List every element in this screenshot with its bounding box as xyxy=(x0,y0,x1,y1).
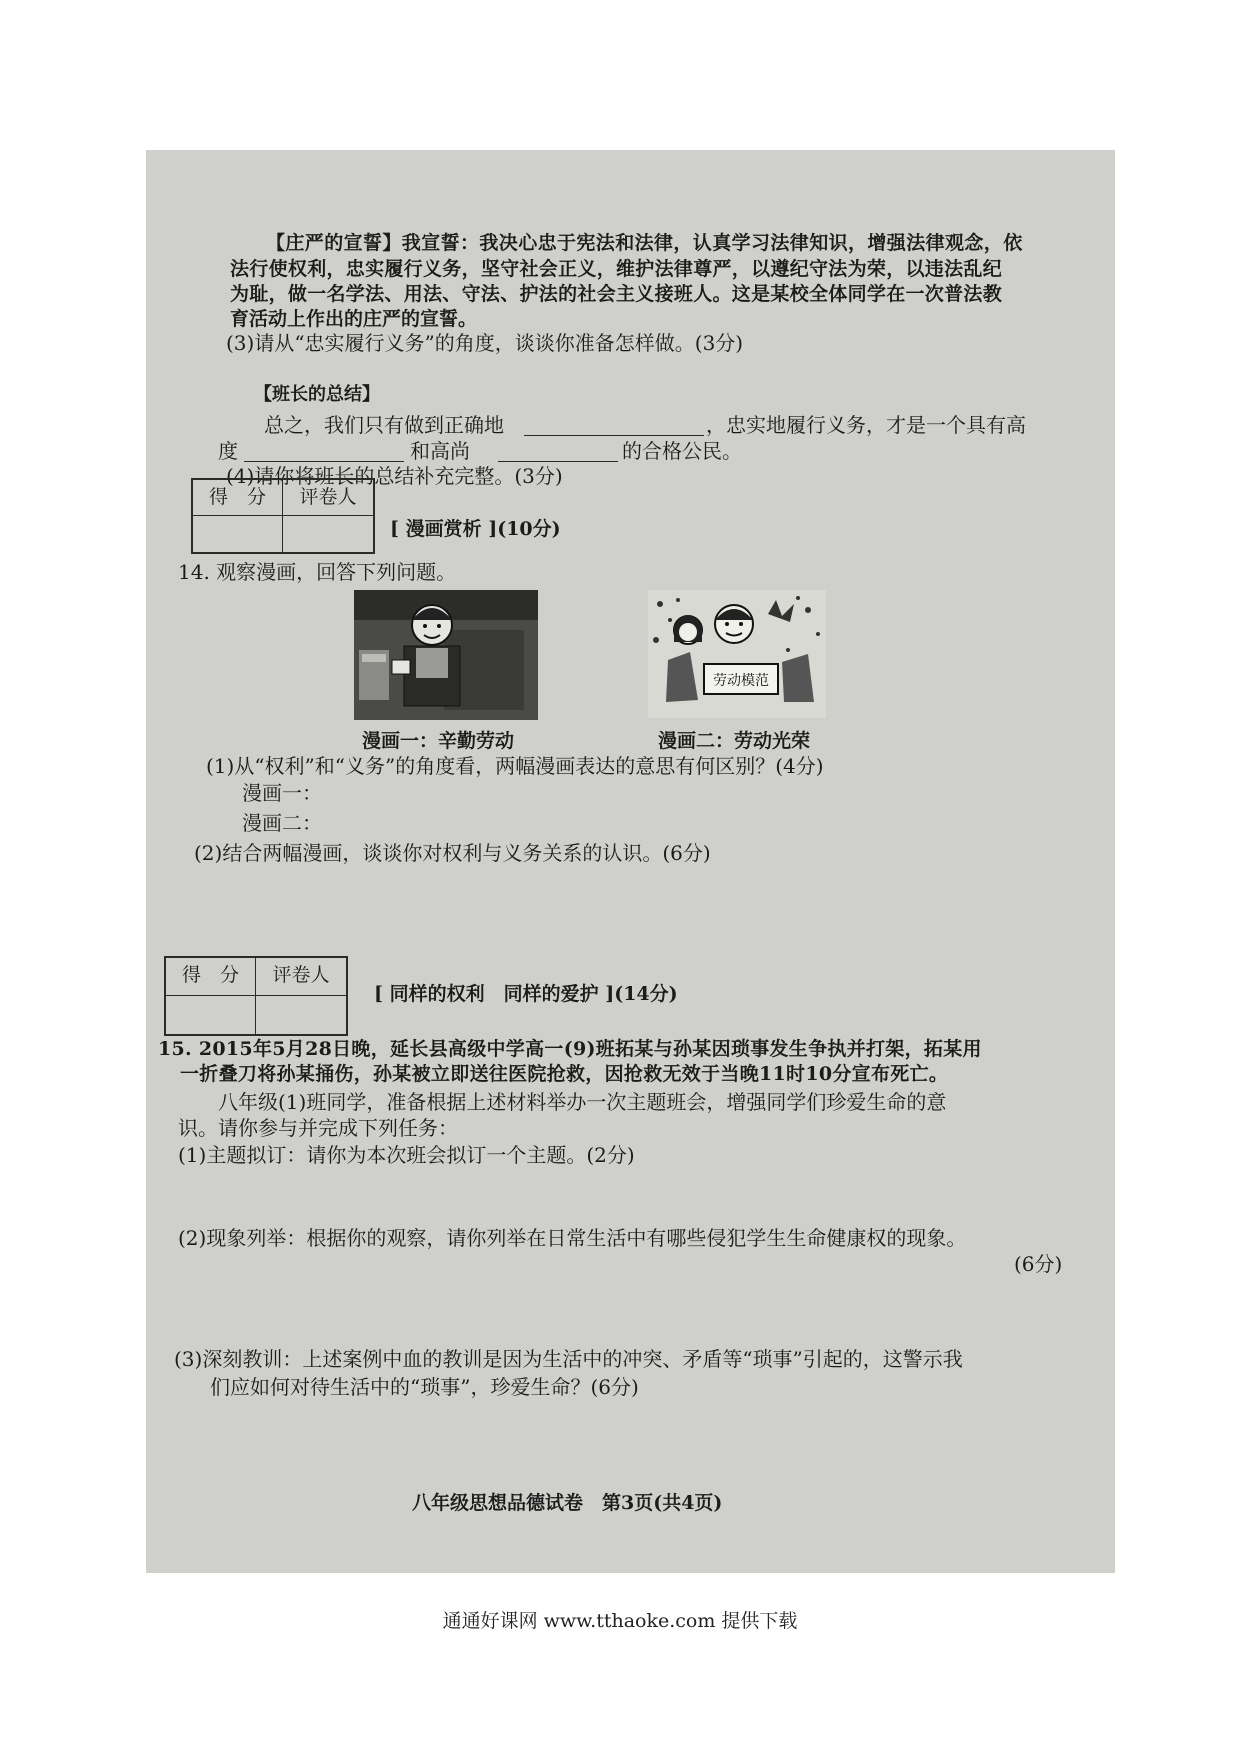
oath-line-3: 为耻，做一名学法、用法、守法、护法的社会主义接班人。这是某校全体同学在一次普法教 xyxy=(230,283,1003,305)
score-cell[interactable] xyxy=(166,996,256,1034)
score-label: 得 分 xyxy=(193,480,283,516)
summary-line-1-a: 总之，我们只有做到正确地 xyxy=(264,413,504,437)
case-line-3: 八年级(1)班同学，准备根据上述材料举办一次主题班会，增强同学们珍爱生命的意 xyxy=(218,1090,947,1114)
grader-label: 评卷人 xyxy=(256,958,346,996)
answer-label-comic-one: 漫画一： xyxy=(242,781,322,805)
comic-one-caption: 漫画一：辛勤劳动 xyxy=(362,730,515,752)
case-line-1: 15. 2015年5月28日晚，延长县高级中学高一(9)班拓某与孙某因琐事发生争执并打架，拓某用 xyxy=(158,1038,982,1060)
answer-blank-2[interactable] xyxy=(244,460,404,462)
summary-line-2-c: 的合格公民。 xyxy=(622,439,742,463)
question-15-2-points: (6分) xyxy=(1014,1252,1063,1276)
section-14-title: [ 漫画赏析 ](10分) xyxy=(390,518,561,540)
comic-one-image xyxy=(354,590,538,720)
answer-blank-3[interactable] xyxy=(498,460,618,462)
grader-cell[interactable] xyxy=(283,516,373,552)
case-line-4: 识。请你参与并完成下列任务： xyxy=(178,1116,458,1140)
grader-label: 评卷人 xyxy=(283,480,373,516)
question-15-2: (2)现象列举：根据你的观察，请你列举在日常生活中有哪些侵犯学生生命健康权的现象。 xyxy=(178,1226,967,1250)
site-footer: 通通好课网 www.tthaoke.com 提供下载 xyxy=(442,1610,798,1632)
page-footer: 八年级思想品德试卷 第3页(共4页) xyxy=(412,1492,723,1514)
summary-line-2-a: 度 xyxy=(218,439,238,463)
question-14-2: (2)结合两幅漫画，谈谈你对权利与义务关系的认识。(6分) xyxy=(194,841,711,865)
oath-line-4: 育活动上作出的庄严的宣誓。 xyxy=(230,308,478,330)
oath-line-2: 法行使权利，忠实履行义务，坚守社会正义，维护法律尊严，以遵纪守法为荣，以违法乱纪 xyxy=(230,258,1003,280)
question-15-1: (1)主题拟订：请你为本次班会拟订一个主题。(2分) xyxy=(178,1143,635,1167)
question-15-3-line-1: (3)深刻教训：上述案例中血的教训是因为生活中的冲突、矛盾等“琐事”引起的，这警示我 xyxy=(174,1347,963,1371)
exam-page xyxy=(146,150,1115,1573)
answer-blank-1[interactable] xyxy=(524,434,704,436)
section-15-title: [ 同样的权利 同样的爱护 ](14分) xyxy=(374,983,678,1005)
comic-two-image xyxy=(648,590,826,718)
comic-two-caption: 漫画二：劳动光荣 xyxy=(658,730,811,752)
score-cell[interactable] xyxy=(193,516,283,552)
score-box-14 xyxy=(191,478,375,554)
summary-line-2-b: 和高尚 xyxy=(410,439,470,463)
question-13-4: (4)请你将班长的总结补充完整。(3分) xyxy=(226,464,563,488)
answer-label-comic-two: 漫画二： xyxy=(242,811,322,835)
question-14: 14. 观察漫画，回答下列问题。 xyxy=(178,560,457,584)
comic-banner-text: 劳动模范 xyxy=(713,673,769,689)
oath-line-1: 【庄严的宣誓】我宣誓：我决心忠于宪法和法律，认真学习法律知识，增强法律观念，依 xyxy=(266,232,1023,254)
summary-title: 【班长的总结】 xyxy=(254,384,380,405)
score-box-15 xyxy=(164,956,348,1036)
question-15-3-line-2: 们应如何对待生活中的“琐事”，珍爱生命？(6分) xyxy=(210,1375,639,1399)
question-14-1: (1)从“权利”和“义务”的角度看，两幅漫画表达的意思有何区别？(4分) xyxy=(206,754,824,778)
score-label: 得 分 xyxy=(166,958,256,996)
grader-cell[interactable] xyxy=(256,996,346,1034)
case-line-2: 一折叠刀将孙某捅伤，孙某被立即送往医院抢救，因抢救无效于当晚11时10分宣布死亡。 xyxy=(180,1063,949,1085)
summary-line-1-b: ，忠实地履行义务，才是一个具有高 xyxy=(706,413,1026,437)
question-13-3: (3)请从“忠实履行义务”的角度，谈谈你准备怎样做。(3分) xyxy=(226,331,744,355)
